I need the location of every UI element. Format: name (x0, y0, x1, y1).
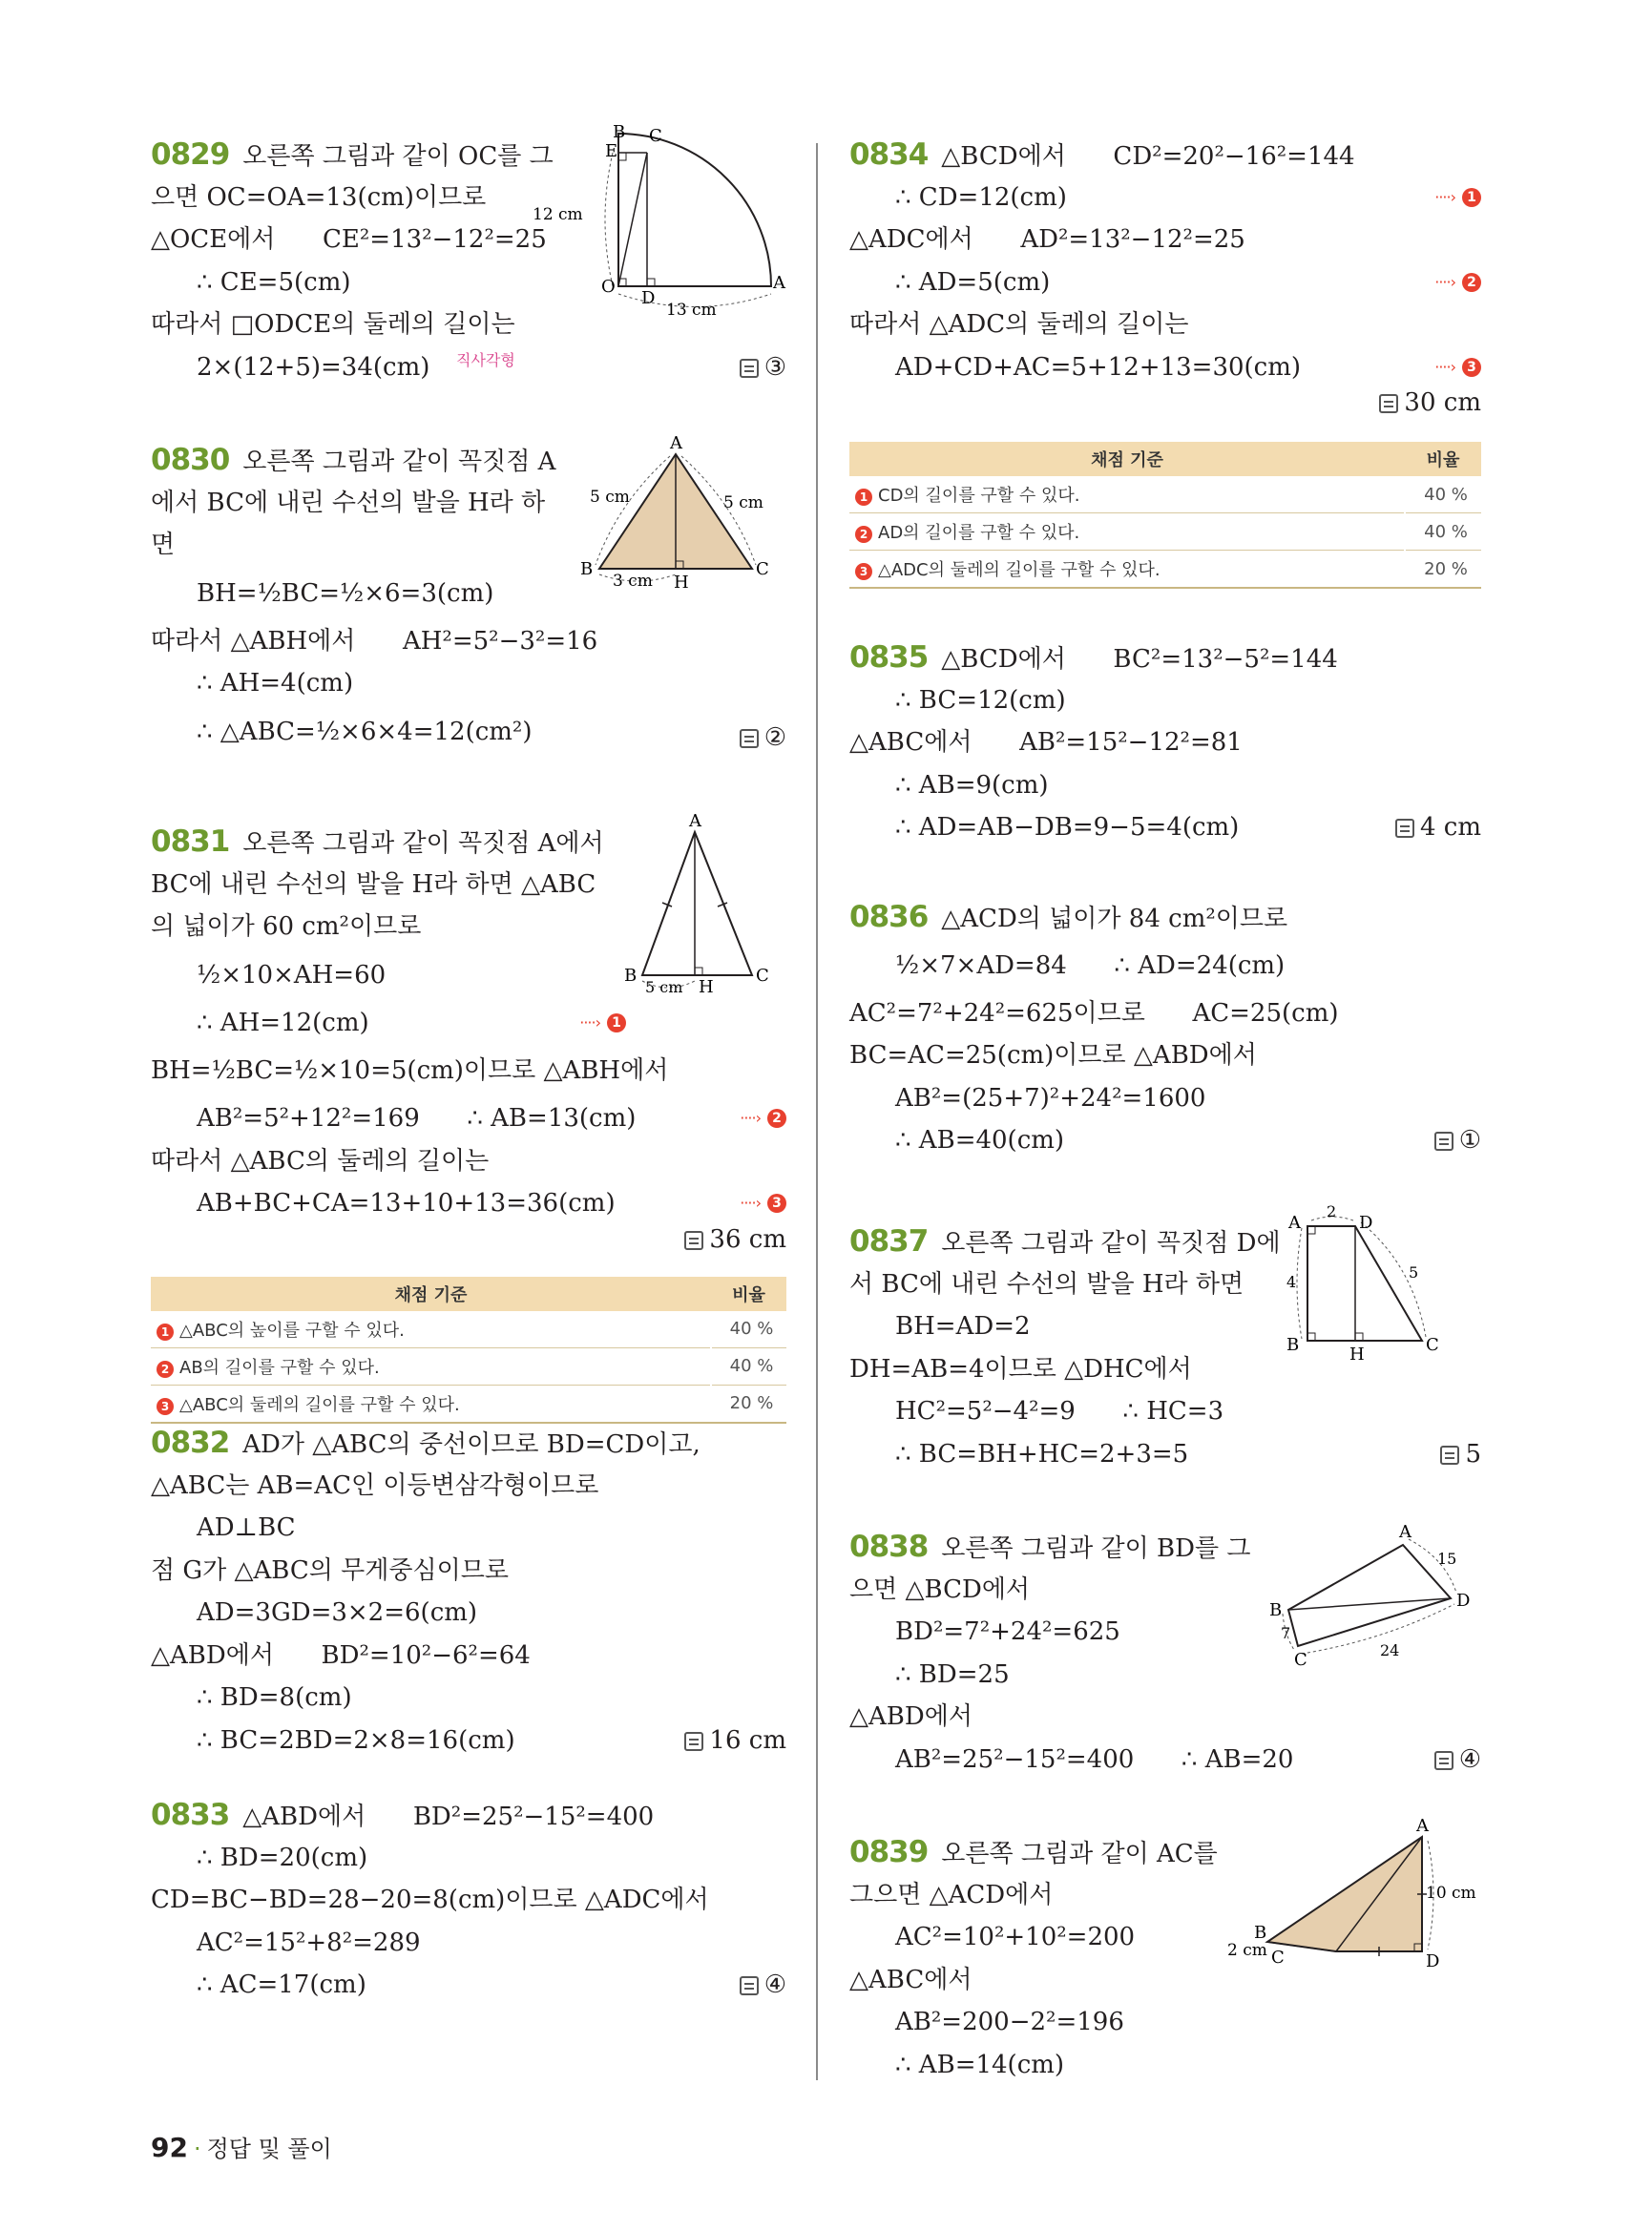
figure-0830 (571, 435, 781, 597)
label-B: B (1254, 1923, 1267, 1943)
text-line: DH=AB=4이므로 △DHC에서 (849, 1354, 1192, 1384)
rubric-table (151, 1277, 786, 1424)
label-A: A (670, 433, 682, 453)
length-label: 2 cm (1227, 1941, 1267, 1960)
step-marker: ····› 2 (740, 1097, 786, 1140)
text-line: △ACD의 넓이가 84 cm²이므로 (941, 905, 1288, 933)
length-label: 3 cm (613, 572, 653, 591)
text-line: AD⊥BC (197, 1513, 296, 1542)
text-line: AC²=7²+24²=625이므로 AC=25(cm) (849, 998, 1339, 1028)
text-line: ∴ BC=2BD=2×8=16(cm) (197, 1725, 515, 1755)
text-line: BH=AD=2 (895, 1312, 1031, 1341)
rubric-header: 비율 (1405, 442, 1481, 476)
text-line: BC에 내린 수선의 발을 H라 하면 △ABC (151, 869, 596, 899)
rubric-row: 3 △ABC의 둘레의 길이를 구할 수 있다. 20 % (151, 1385, 786, 1423)
text-line: 따라서 △ABC의 둘레의 길이는 (151, 1146, 490, 1176)
length-label: 10 cm (1426, 1884, 1476, 1903)
text-line: 따라서 △ABH에서 AH²=5²−3²=16 (151, 626, 598, 656)
text-line: △ABD에서 (849, 1702, 972, 1731)
label-D: D (1456, 1591, 1471, 1611)
answer: 4 cm (1395, 806, 1481, 849)
text-line: 오른쪽 그림과 같이 꼭짓점 A (242, 448, 556, 476)
label-C: C (1426, 1335, 1439, 1355)
text-line: 오른쪽 그림과 같이 BD를 그 (941, 1534, 1251, 1563)
text-line: BD²=7²+24²=625 (895, 1617, 1120, 1646)
problem-number: 0834 (849, 137, 929, 172)
length-label: 13 cm (666, 301, 717, 320)
answer-icon (684, 1732, 703, 1751)
length-label: 15 (1437, 1550, 1457, 1568)
text-line: ∴ CE=5(cm) (197, 267, 351, 297)
answer: ③ (740, 346, 786, 389)
text-line: △ABC에서 (849, 1965, 972, 1994)
problem-number: 0830 (151, 443, 230, 477)
text-line: 면 (151, 531, 176, 559)
text-line: ∴ CD=12(cm) (895, 182, 1067, 212)
left-column (151, 122, 786, 2007)
length-label: 12 cm (533, 205, 583, 224)
problem-number: 0835 (849, 640, 929, 675)
text-line: HC²=5²−4²=9 ∴ HC=3 (895, 1397, 1224, 1426)
problem-0829 (151, 122, 786, 439)
problem-0837 (849, 1202, 1481, 1526)
figure-0839 (1222, 1818, 1479, 1999)
answer: ④ (1434, 1739, 1481, 1782)
problem-0833 (151, 1794, 786, 2007)
step-marker: ····› 2 (1434, 261, 1481, 304)
problem-number: 0833 (151, 1798, 230, 1832)
label-B: B (580, 559, 594, 579)
text-line: △BCD에서 CD²=20²−16²=144 (941, 142, 1355, 171)
answer-icon (740, 1976, 759, 1995)
text-line: ∴ BC=12(cm) (895, 685, 1066, 715)
rubric-row: 1 △ABC의 높이를 구할 수 있다. 40 % (151, 1311, 786, 1348)
text-line: 오른쪽 그림과 같이 꼭짓점 A에서 (242, 829, 604, 858)
text-line: 점 G가 △ABC의 무게중심이므로 (151, 1555, 509, 1585)
answer-icon (1434, 1132, 1453, 1151)
annotation-note: 직사각형 (456, 351, 515, 369)
text-line: ∴ AD=AB−DB=9−5=4(cm) (895, 813, 1240, 842)
problem-0839 (849, 1816, 1481, 2086)
answer-icon (740, 359, 759, 378)
rubric-row: 3 △ADC의 둘레의 길이를 구할 수 있다. 20 % (849, 551, 1481, 589)
text-line: ∴ BD=20(cm) (197, 1843, 368, 1872)
text-line: 따라서 □ODCE의 둘레의 길이는 (151, 310, 515, 339)
length-label: 2 (1327, 1202, 1337, 1220)
label-C: C (756, 966, 769, 986)
text-line: 으면 OC=OA=13(cm)이므로 (151, 182, 487, 212)
rubric-row: 2 AB의 길이를 구할 수 있다. 40 % (151, 1347, 786, 1385)
length-label: 24 (1380, 1641, 1400, 1659)
rubric-header: 채점 기준 (151, 1277, 711, 1311)
problem-number: 0829 (151, 137, 230, 172)
page-number: 92 (151, 2132, 188, 2163)
text-line: AB²=25²−15²=400 ∴ AB=20 (895, 1744, 1294, 1774)
length-label: 7 (1281, 1624, 1291, 1642)
rubric-table (849, 442, 1481, 589)
label-B: B (613, 122, 626, 142)
answer-icon (1395, 819, 1414, 838)
label-A: A (1288, 1213, 1301, 1233)
answer-icon (1440, 1446, 1459, 1465)
label-H: H (674, 573, 689, 593)
figure-0837 (1279, 1202, 1470, 1379)
problem-number: 0837 (849, 1224, 929, 1259)
problem-0838 (849, 1522, 1481, 1831)
page-footer: 92 · 정답 및 풀이 (151, 2132, 332, 2163)
text-line: △OCE에서 CE²=13²−12²=25 (151, 225, 547, 254)
label-D: D (641, 288, 656, 308)
label-B: B (624, 966, 638, 986)
problem-0831 (151, 811, 786, 1422)
problem-number: 0831 (151, 824, 230, 859)
text-line: 오른쪽 그림과 같이 꼭짓점 D에 (941, 1229, 1281, 1258)
text-line: AC²=15²+8²=289 (197, 1928, 421, 1957)
label-D: D (1426, 1951, 1440, 1971)
problem-0832 (151, 1422, 786, 1794)
text-line: AB²=5²+12²=169 ∴ AB=13(cm) (197, 1104, 637, 1133)
answer-icon (1379, 394, 1398, 413)
text-line: ∴ AB=40(cm) (895, 1126, 1065, 1155)
text-line: ∴ AD=5(cm) (895, 267, 1051, 297)
figure-0831 (618, 813, 790, 1004)
text-line: AB²=200−2²=196 (895, 2008, 1124, 2036)
text-line: 에서 BC에 내린 수선의 발을 H라 하 (151, 488, 546, 517)
answer: ① (1434, 1119, 1481, 1162)
label-C: C (1294, 1650, 1307, 1670)
text-line: 오른쪽 그림과 같이 OC를 그 (242, 142, 554, 171)
text-line: AB²=(25+7)²+24²=1600 (895, 1083, 1206, 1113)
problem-number: 0839 (849, 1835, 929, 1869)
text-line: BH=½BC=½×6=3(cm) (197, 578, 494, 608)
label-A: A (1416, 1816, 1429, 1836)
label-H: H (699, 977, 714, 997)
text-line: 서 BC에 내린 수선의 발을 H라 하면 (849, 1269, 1244, 1299)
label-A: A (1399, 1522, 1412, 1542)
text-line: AD가 △ABC의 중선이므로 BD=CD이고, (242, 1430, 701, 1459)
right-column (849, 134, 1481, 2086)
rubric-header: 비율 (711, 1277, 786, 1311)
rubric-row: 2 AD의 길이를 구할 수 있다. 40 % (849, 513, 1481, 551)
answer: 30 cm (1379, 388, 1481, 417)
text-line: △ABD에서 BD²=10²−6²=64 (151, 1640, 531, 1670)
length-label: 4 (1286, 1273, 1297, 1291)
label-B: B (1286, 1335, 1300, 1355)
step-marker: ····› 1 (579, 1002, 626, 1045)
answer: ④ (740, 1964, 786, 2007)
problem-number: 0838 (849, 1530, 929, 1564)
text-line: ∴ BD=25 (895, 1659, 1010, 1689)
text-line: ∴ AC=17(cm) (197, 1970, 366, 1999)
text-line: AC²=10²+10²=200 (895, 1923, 1136, 1951)
text-line: 그으면 △ACD에서 (849, 1880, 1054, 1909)
problem-number: 0836 (849, 900, 929, 934)
text-line: AD=3GD=3×2=6(cm) (197, 1598, 478, 1627)
text-line: CD=BC−BD=28−20=8(cm)이므로 △ADC에서 (151, 1886, 709, 1914)
text-line: AD+CD+AC=5+12+13=30(cm) (895, 352, 1302, 382)
answer: ② (740, 711, 786, 764)
answer: 16 cm (684, 1720, 786, 1762)
text-line: 따라서 △ADC의 둘레의 길이는 (849, 310, 1189, 339)
text-line: BC=AC=25(cm)이므로 △ABD에서 (849, 1041, 1257, 1070)
text-line: ∴ BD=8(cm) (197, 1683, 352, 1712)
figure-0838 (1260, 1516, 1479, 1688)
answer: 36 cm (684, 1225, 786, 1254)
length-label: 5 cm (723, 493, 763, 512)
rubric-row: 1 CD의 길이를 구할 수 있다. 40 % (849, 476, 1481, 513)
answer-icon (684, 1231, 703, 1250)
text-line: ∴ AH=4(cm) (197, 669, 354, 698)
text-line: ∴ AH=12(cm) (197, 1008, 369, 1037)
label-A: A (773, 273, 785, 293)
text-line: BH=½BC=½×10=5(cm)이므로 △ABH에서 (151, 1056, 669, 1085)
label-C: C (649, 126, 662, 146)
label-H: H (1349, 1345, 1365, 1365)
step-marker: ····› 1 (1434, 177, 1481, 219)
problem-0834 (849, 134, 1481, 589)
label-C: C (756, 559, 769, 579)
text-line: AB+BC+CA=13+10+13=36(cm) (197, 1189, 616, 1218)
text-line: ½×10×AH=60 (197, 960, 387, 990)
text-line: 2×(12+5)=34(cm) (197, 352, 430, 382)
text-line: ∴ AB=9(cm) (895, 770, 1049, 800)
text-line: △ADC에서 AD²=13²−12²=25 (849, 225, 1245, 254)
label-O: O (601, 277, 616, 297)
problem-0836 (849, 896, 1481, 1220)
text-line: ∴ AB=14(cm) (895, 2050, 1065, 2079)
rubric-header: 채점 기준 (849, 442, 1405, 476)
column-divider (816, 143, 818, 2080)
label-D: D (1359, 1213, 1373, 1233)
text-line: ∴ BC=BH+HC=2+3=5 (895, 1439, 1189, 1469)
problem-0835 (849, 636, 1481, 896)
text-line: 의 넓이가 60 cm²이므로 (151, 912, 422, 941)
text-line: △ABC는 AB=AC인 이등변삼각형이므로 (151, 1470, 599, 1500)
problem-0830 (151, 433, 786, 821)
label-A: A (689, 811, 701, 831)
text-line: △BCD에서 BC²=13²−5²=144 (941, 645, 1338, 674)
step-marker: ····› 3 (740, 1182, 786, 1225)
label-B: B (1269, 1600, 1283, 1620)
text-line: ∴ △ABC=½×6×4=12(cm²) (197, 717, 533, 746)
footer-label: 정답 및 풀이 (206, 2136, 332, 2162)
text-line: ½×7×AD=84 ∴ AD=24(cm) (895, 950, 1286, 980)
label-E: E (605, 141, 618, 161)
text-line: △ABC에서 AB²=15²−12²=81 (849, 728, 1243, 757)
text-line: 으면 △BCD에서 (849, 1574, 1031, 1604)
length-label: 5 cm (645, 978, 683, 996)
step-marker: ····› 3 (1434, 346, 1481, 389)
length-label: 5 cm (590, 488, 630, 507)
problem-number: 0832 (151, 1426, 230, 1460)
text-line: △ABD에서 BD²=25²−15²=400 (242, 1803, 655, 1831)
text-line: 오른쪽 그림과 같이 AC를 (941, 1840, 1218, 1868)
answer-icon (740, 729, 759, 748)
answer-icon (1434, 1751, 1453, 1770)
length-label: 5 (1409, 1263, 1419, 1282)
label-C: C (1271, 1948, 1285, 1968)
answer: 5 (1440, 1433, 1481, 1476)
figure-0829 (533, 122, 790, 324)
